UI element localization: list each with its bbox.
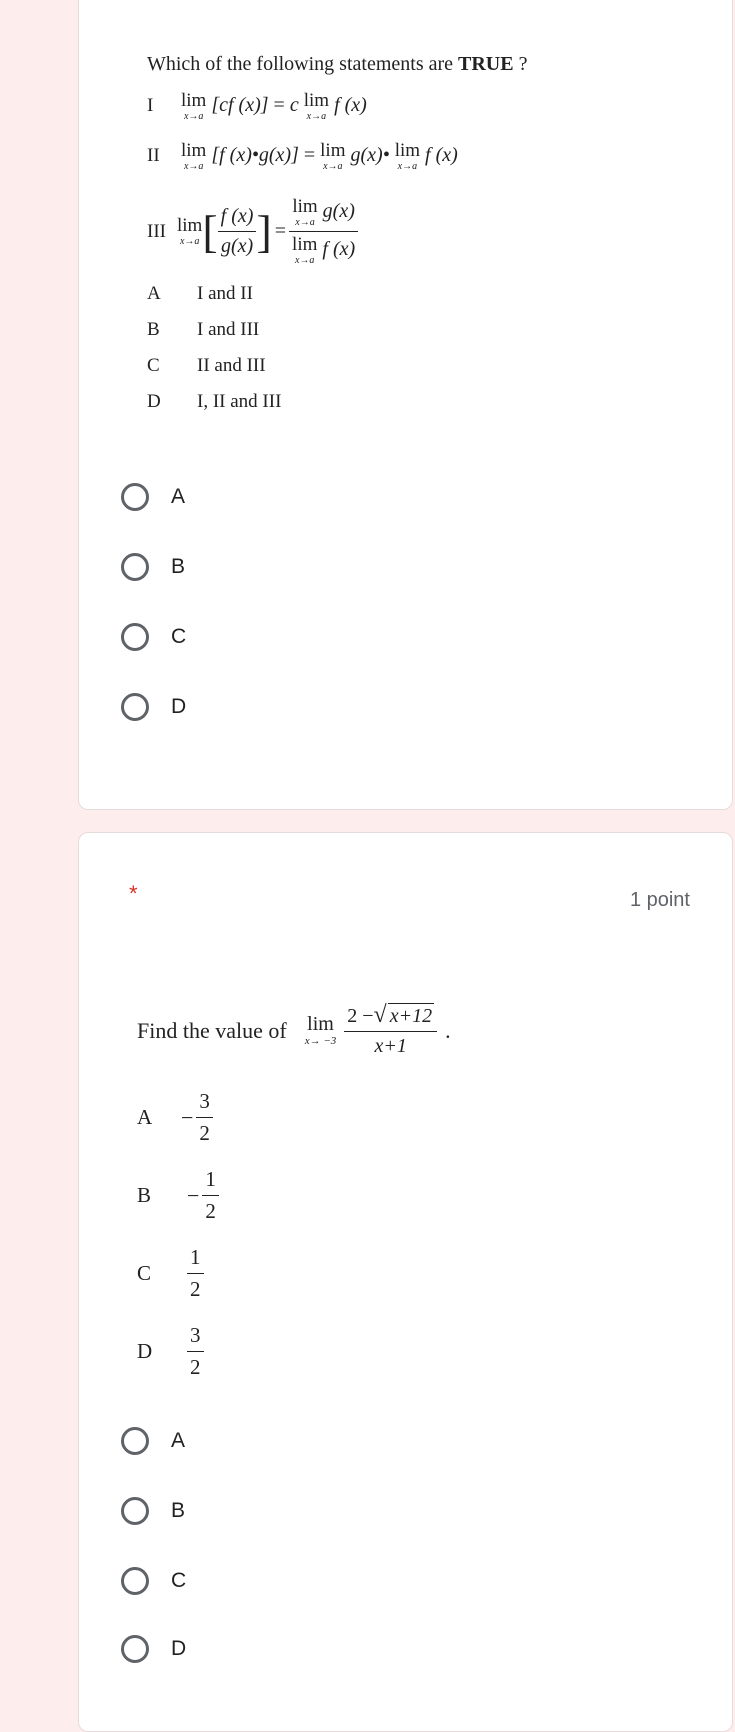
radio-button[interactable] bbox=[121, 623, 149, 651]
limit-symbol: lim x→a bbox=[177, 215, 203, 247]
limit-symbol: lim x→a bbox=[320, 140, 346, 172]
option-b: B I and III bbox=[147, 319, 260, 340]
limit-symbol: lim x→a bbox=[181, 90, 207, 122]
choice-b[interactable]: B bbox=[121, 547, 185, 587]
question-2-prompt: Find the value of lim x→ −3 2 − √ x+12 x+1 . bbox=[137, 1002, 451, 1057]
limit-symbol: lim x→a bbox=[181, 140, 207, 172]
option-a: A − $\frac{3}{2}$ bbox=[137, 1089, 213, 1146]
option-d: D I, II and III bbox=[147, 391, 282, 412]
choice-d[interactable]: D bbox=[121, 687, 186, 727]
choice-a[interactable]: A bbox=[121, 477, 185, 517]
radio-button[interactable] bbox=[121, 553, 149, 581]
radio-button[interactable] bbox=[121, 693, 149, 721]
fraction: lim x→a g(x) lim x→a f (x) bbox=[289, 197, 358, 266]
choice-c[interactable]: C bbox=[121, 617, 186, 657]
option-c: C II and III bbox=[147, 355, 266, 376]
question-card-2 bbox=[78, 832, 733, 1732]
statement-3: III lim x→a [ $\frac{f (x)}{g(x)}$ ] = lim x→a g(x) lim x→a f (x) bbox=[147, 197, 358, 266]
statement-2: II lim x→a [f (x)•g(x)] = lim x→a g(x)• lim x→a f (x) bbox=[147, 140, 458, 172]
option-c: C $\frac{1}{2}$ bbox=[137, 1245, 204, 1302]
radio-button[interactable] bbox=[121, 1567, 149, 1595]
fraction: 2 − √ x+12 x+1 bbox=[344, 1003, 437, 1058]
question-1-prompt: Which of the following statements are TRUE ? bbox=[147, 53, 528, 75]
choice-b[interactable]: B bbox=[121, 1491, 185, 1531]
choice-c[interactable]: C bbox=[121, 1561, 186, 1601]
question-card-1 bbox=[78, 0, 733, 810]
points-label: 1 point bbox=[629, 889, 690, 911]
required-asterisk: * bbox=[129, 881, 138, 906]
option-a: A I and II bbox=[147, 283, 253, 304]
square-root: √ x+12 bbox=[373, 1002, 433, 1028]
limit-symbol: lim x→a bbox=[394, 140, 421, 172]
option-b: B − $\frac{1}{2}$ bbox=[137, 1167, 219, 1224]
choice-d[interactable]: D bbox=[121, 1629, 186, 1669]
radio-button[interactable] bbox=[121, 1427, 149, 1455]
choice-a[interactable]: A bbox=[121, 1421, 185, 1461]
statement-1: I lim x→a [cf (x)] = c lim x→a f (x) bbox=[147, 90, 367, 122]
fraction: $\frac{f (x)}{g(x)}$ bbox=[218, 205, 257, 258]
option-d: D $\frac{3}{2}$ bbox=[137, 1323, 204, 1380]
limit-symbol: lim x→ −3 bbox=[304, 1013, 337, 1047]
limit-symbol: lim x→a bbox=[303, 90, 330, 122]
radio-button[interactable] bbox=[121, 483, 149, 511]
radio-button[interactable] bbox=[121, 1635, 149, 1663]
radio-button[interactable] bbox=[121, 1497, 149, 1525]
